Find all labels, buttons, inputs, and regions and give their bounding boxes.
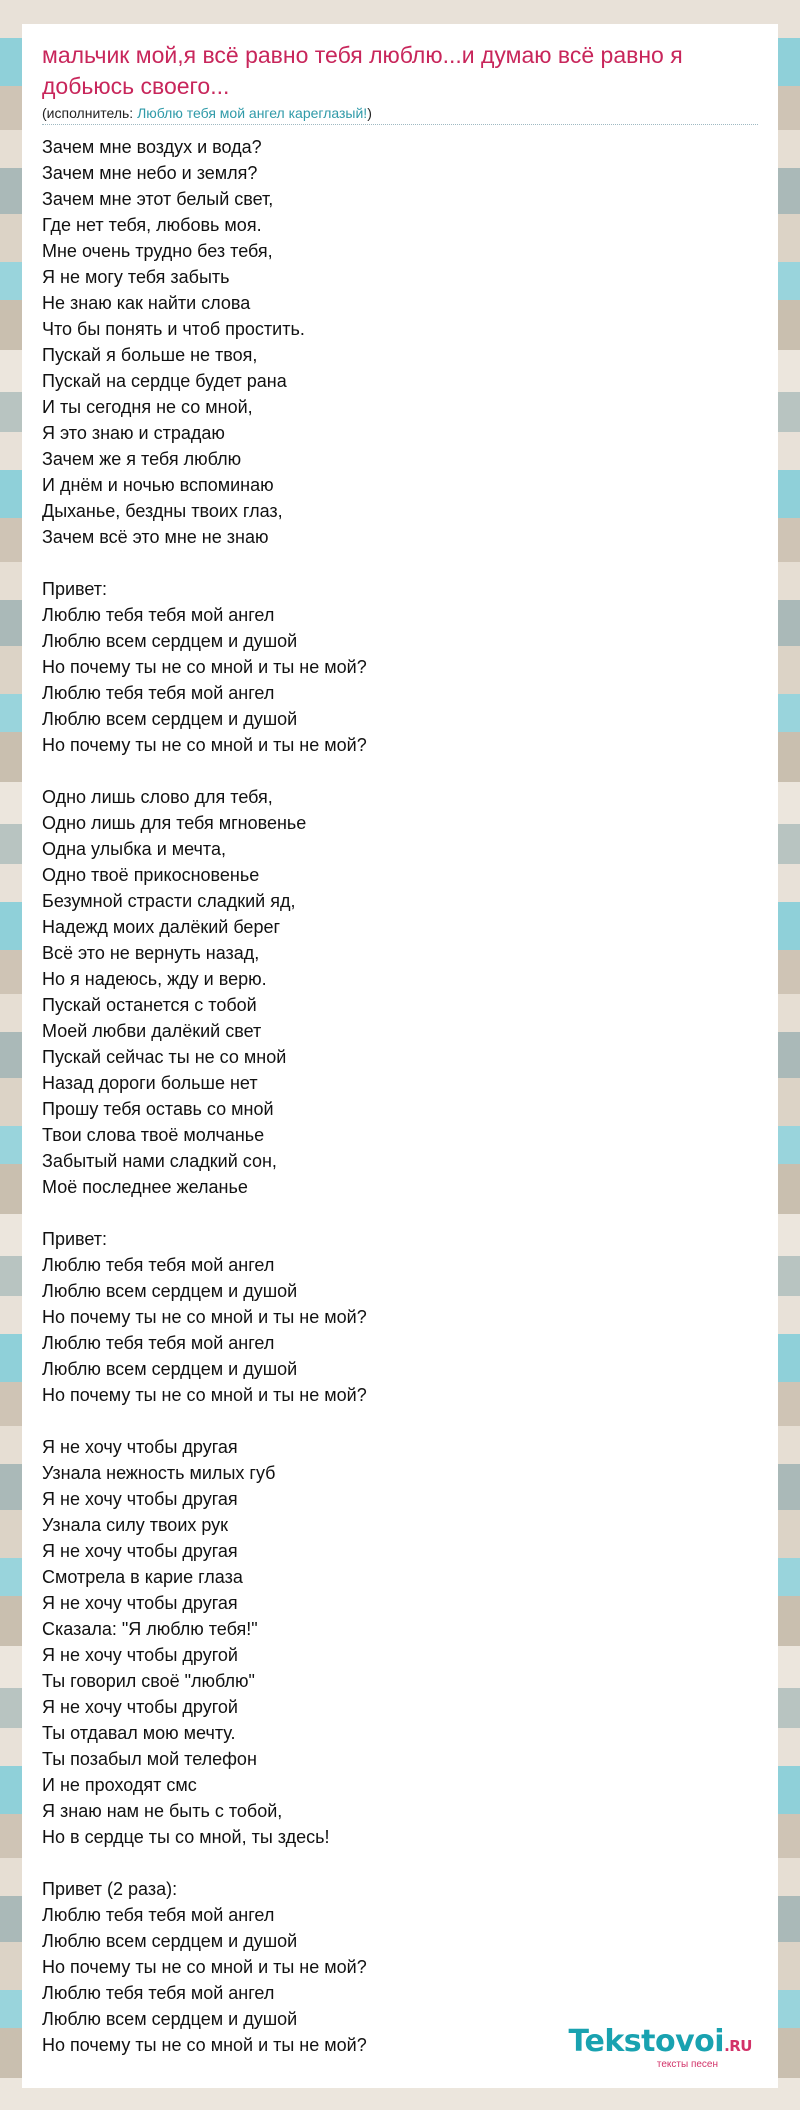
logo-tld: .RU [724,2037,752,2055]
lyric-line: Я не хочу чтобы другая [42,1489,238,1509]
lyric-line: Моё последнее желанье [42,1177,248,1197]
lyric-line: Но почему ты не со мной и ты не мой? [42,1307,367,1327]
lyric-line: Одно лишь слово для тебя, [42,787,273,807]
lyric-line: Но почему ты не со мной и ты не мой? [42,735,367,755]
artist-line [42,105,758,125]
lyric-line: Люблю всем сердцем и душой [42,2009,298,2029]
lyric-line: Зачем всё это мне не знаю [42,527,269,547]
artist-suffix: ) [367,105,372,121]
lyric-line: Мне очень трудно без тебя, [42,241,273,261]
lyric-line: Зачем мне этот белый свет, [42,189,274,209]
lyric-line: Зачем мне небо и земля? [42,163,258,183]
lyric-line: Люблю тебя тебя мой ангел [42,605,275,625]
lyric-line: Одно лишь для тебя мгновенье [42,813,307,833]
logo-wordmark: Tekstovoi [568,2024,725,2059]
stanza-break [42,758,758,784]
artist-link[interactable]: Люблю тебя мой ангел кареглазый! [137,105,368,121]
lyric-line: Не знаю как найти слова [42,293,251,313]
lyric-line: Я не хочу чтобы другая [42,1593,238,1613]
lyric-line: Я знаю нам не быть с тобой, [42,1801,283,1821]
lyric-line: Пускай на сердце будет рана [42,371,287,391]
lyric-line: Назад дороги больше нет [42,1073,258,1093]
lyric-line: Привет: [42,1229,108,1249]
lyric-line: Люблю всем сердцем и душой [42,1359,298,1379]
lyric-line: Прошу тебя оставь со мной [42,1099,274,1119]
stanza-break [42,1200,758,1226]
lyric-line: Ты говорил своё "люблю" [42,1671,255,1691]
site-logo[interactable] [569,2026,752,2070]
lyric-line: Но я надеюсь, жду и верю. [42,969,267,989]
lyric-line: Я не могу тебя забыть [42,267,230,287]
lyric-line: Я не хочу чтобы другая [42,1437,238,1457]
lyric-line: Дыханье, бездны твоих глаз, [42,501,283,521]
lyric-line: Но почему ты не со мной и ты не мой? [42,657,367,677]
lyric-line: Ты позабыл мой телефон [42,1749,257,1769]
lyric-line: И днём и ночью вспоминаю [42,475,274,495]
lyric-line: Узнала нежность милых губ [42,1463,276,1483]
lyric-line: Люблю тебя тебя мой ангел [42,1333,275,1353]
lyric-line: Но в сердце ты со мной, ты здесь! [42,1827,330,1847]
lyric-line: И ты сегодня не со мной, [42,397,253,417]
lyric-line: Люблю всем сердцем и душой [42,1931,298,1951]
lyric-line: Я не хочу чтобы другой [42,1645,238,1665]
lyric-line: Твои слова твоё молчанье [42,1125,265,1145]
lyric-line: Я не хочу чтобы другой [42,1697,238,1717]
lyric-line: Смотрела в карие глаза [42,1567,243,1587]
lyric-line: Люблю всем сердцем и душой [42,709,298,729]
lyric-line: Но почему ты не со мной и ты не мой? [42,1385,367,1405]
lyric-line: Сказала: "Я люблю тебя!" [42,1619,258,1639]
lyric-line: Моей любви далёкий свет [42,1021,262,1041]
song-title: мальчик мой,я всё равно тебя люблю...и думаю всё равно я добьюсь своего... [42,42,683,99]
lyric-line: Люблю тебя тебя мой ангел [42,1983,275,2003]
lyric-line: Безумной страсти сладкий яд, [42,891,296,911]
stanza-break [42,550,758,576]
lyric-line: Зачем мне воздух и вода? [42,137,262,157]
lyric-line: Узнала силу твоих рук [42,1515,229,1535]
lyric-line: Привет: [42,579,108,599]
lyric-line: Я не хочу чтобы другая [42,1541,238,1561]
artist-prefix: (исполнитель: [42,105,138,121]
lyrics-card [22,24,778,2088]
lyric-line: Люблю тебя тебя мой ангел [42,1905,275,1925]
logo-tagline: тексты песен [656,2059,718,2070]
lyric-line: Но почему ты не со мной и ты не мой? [42,2035,367,2055]
lyrics-body [42,134,758,2058]
lyric-line: Люблю тебя тебя мой ангел [42,1255,275,1275]
lyric-line: Люблю тебя тебя мой ангел [42,683,275,703]
lyric-line: Всё это не вернуть назад, [42,943,260,963]
stanza-break [42,1408,758,1434]
lyric-line: И не проходят смс [42,1775,197,1795]
lyric-line: Люблю всем сердцем и душой [42,1281,298,1301]
lyric-line: Люблю всем сердцем и душой [42,631,298,651]
lyric-line: Одно твоё прикосновенье [42,865,260,885]
lyric-line: Где нет тебя, любовь моя. [42,215,262,235]
lyric-line: Забытый нами сладкий сон, [42,1151,277,1171]
lyric-line: Я это знаю и страдаю [42,423,225,443]
lyric-line: Одна улыбка и мечта, [42,839,226,859]
lyric-line: Надежд моих далёкий берег [42,917,281,937]
lyric-line: Привет (2 раза): [42,1879,178,1899]
stanza-break [42,1850,758,1876]
lyric-line: Ты отдавал мою мечту. [42,1723,236,1743]
lyric-line: Что бы понять и чтоб простить. [42,319,305,339]
lyric-line: Зачем же я тебя люблю [42,449,242,469]
lyric-line: Но почему ты не со мной и ты не мой? [42,1957,367,1977]
lyric-line: Пускай я больше не твоя, [42,345,258,365]
lyric-line: Пускай останется с тобой [42,995,257,1015]
lyric-line: Пускай сейчас ты не со мной [42,1047,287,1067]
